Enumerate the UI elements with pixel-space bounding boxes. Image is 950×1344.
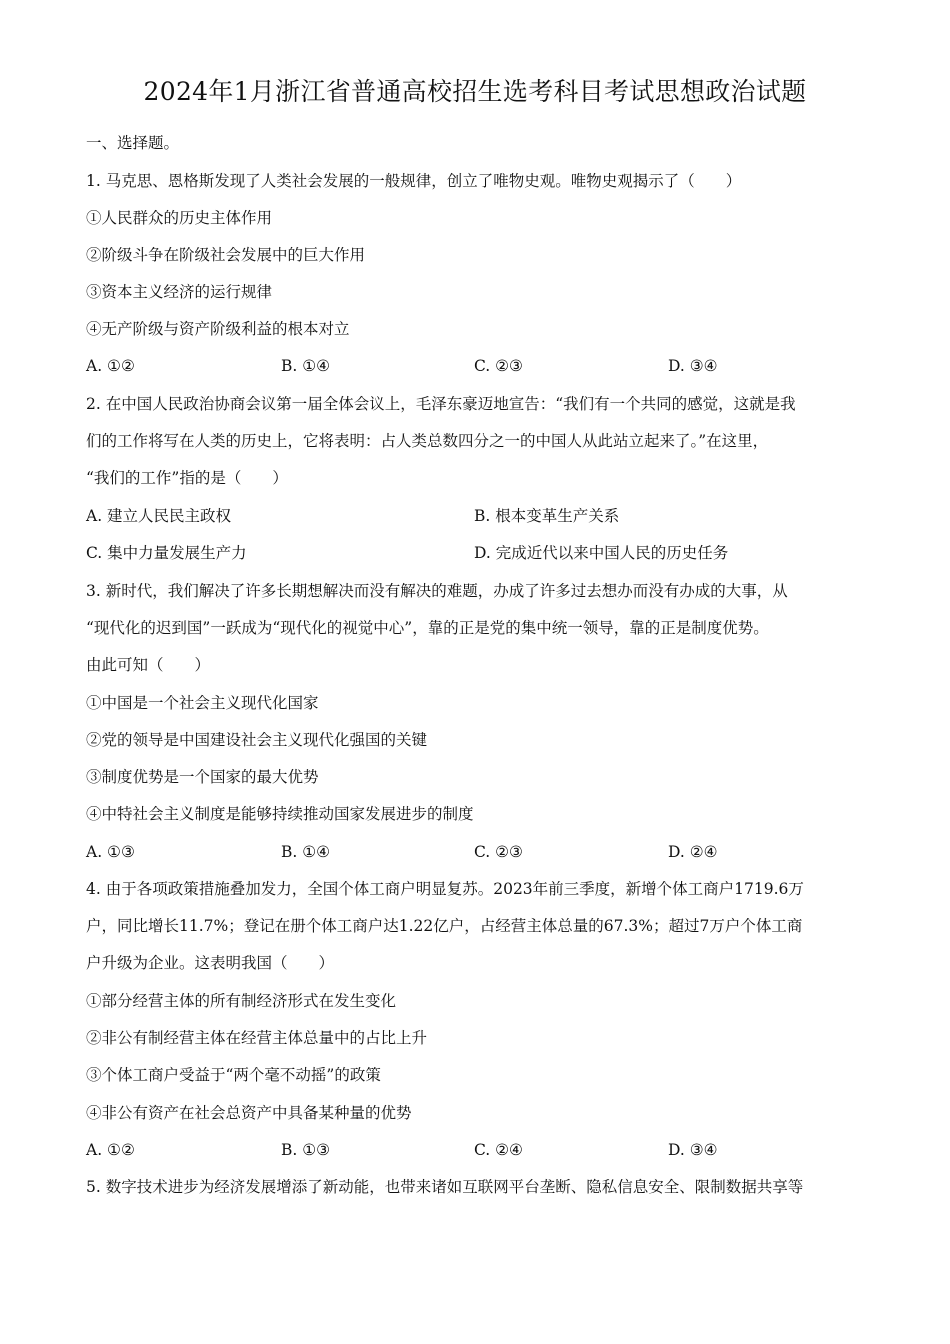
question-3-option-c: C. ②③ [474,843,523,861]
question-1-item-2: ②阶级斗争在阶级社会发展中的巨大作用 [86,246,366,264]
question-4-item-3: ③个体工商户受益于“两个毫不动摇”的政策 [86,1066,381,1084]
question-4-option-b: B. ①③ [281,1141,331,1159]
question-2-stem-line-2: 们的工作将写在人类的历史上，它将表明：占人类总数四分之一的中国人从此站立起来了。”在这里， [86,432,769,450]
section-heading: 一、选择题。 [86,134,180,152]
question-4-item-1: ①部分经营主体的所有制经济形式在发生变化 [86,992,397,1010]
question-1-option-b: B. ①④ [281,357,331,375]
question-3-stem-line-2: “现代化的迟到国”一跃成为“现代化的视觉中心”，靠的正是党的集中统一领导，靠的正是制度优势。 [86,619,769,637]
question-1-option-a: A. ①② [86,357,135,375]
question-3-option-b: B. ①④ [281,843,331,861]
question-1-item-4: ④无产阶级与资产阶级利益的根本对立 [86,320,350,338]
question-3-item-4: ④中特社会主义制度是能够持续推动国家发展进步的制度 [86,805,474,823]
question-3-option-a: A. ①③ [86,843,135,861]
question-2-option-b: B. 根本变革生产关系 [474,507,620,525]
question-4-stem-line-2: 户，同比增长11.7%；登记在册个体工商户达1.22亿户，占经营主体总量的67.3%；超过7万户个体工商 [86,917,803,935]
question-4-item-4: ④非公有资产在社会总资产中具备某种量的优势 [86,1104,412,1122]
question-3-item-1: ①中国是一个社会主义现代化国家 [86,694,319,712]
question-4-stem-line-1: 4. 由于各项政策措施叠加发力，全国个体工商户明显复苏。2023年前三季度，新增个体工商户1719.6万 [86,880,804,898]
question-2-option-d: D. 完成近代以来中国人民的历史任务 [474,544,729,562]
question-2-option-a: A. 建立人民民主政权 [86,507,232,525]
question-4-option-a: A. ①② [86,1141,135,1159]
question-3-option-d: D. ②④ [668,843,718,861]
question-3-item-3: ③制度优势是一个国家的最大优势 [86,768,319,786]
question-3-stem-line-1: 3. 新时代，我们解决了许多长期想解决而没有解决的难题，办成了许多过去想办而没有办成的大事，从 [86,582,788,600]
question-1-option-d: D. ③④ [668,357,718,375]
question-4-option-d: D. ③④ [668,1141,718,1159]
question-2-option-c: C. 集中力量发展生产力 [86,544,247,562]
question-1-item-3: ③资本主义经济的运行规律 [86,283,273,301]
question-3-stem-line-3: 由此可知（ ） [86,656,211,674]
question-2-stem-line-1: 2. 在中国人民政治协商会议第一届全体会议上，毛泽东豪迈地宣告：“我们有一个共同的感觉，这就是我 [86,395,796,413]
question-4-stem-line-3: 户升级为企业。这表明我国（ ） [86,954,335,972]
document-title: 2024年1月浙江省普通高校招生选考科目考试思想政治试题 [143,77,807,106]
question-4-option-c: C. ②④ [474,1141,523,1159]
question-4-item-2: ②非公有制经营主体在经营主体总量中的占比上升 [86,1029,428,1047]
question-1-stem: 1. 马克思、恩格斯发现了人类社会发展的一般规律，创立了唯物史观。唯物史观揭示了（ ） [86,172,742,190]
question-3-item-2: ②党的领导是中国建设社会主义现代化强国的关键 [86,731,428,749]
question-1-item-1: ①人民群众的历史主体作用 [86,209,273,227]
question-5-stem-line-1: 5. 数字技术进步为经济发展增添了新动能，也带来诸如互联网平台垄断、隐私信息安全、限制数据共享等 [86,1178,804,1196]
question-2-stem-line-3: “我们的工作”指的是（ ） [86,469,288,487]
question-1-option-c: C. ②③ [474,357,523,375]
